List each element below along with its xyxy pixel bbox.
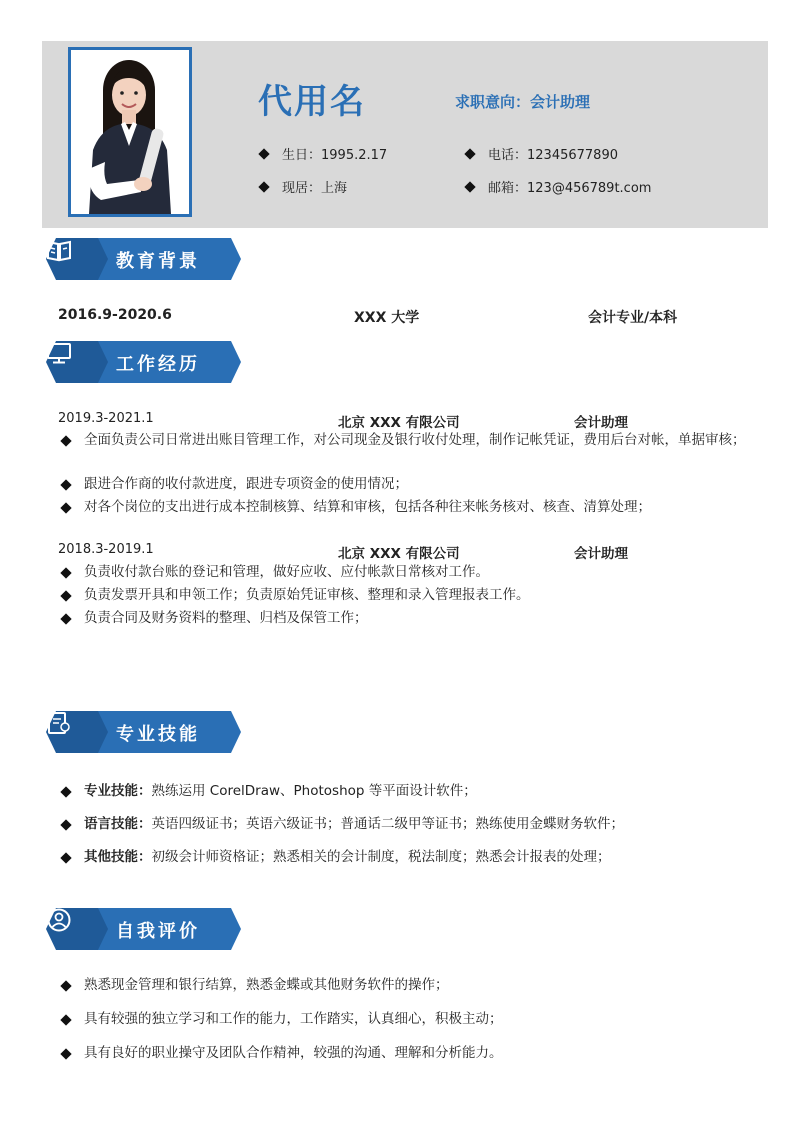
duty-text: 对各个岗位的支出进行成本控制核算、结算和审核，包括各种往来帐务核对、核查、清算处理； <box>84 499 651 515</box>
candidate-name: 代用名 <box>258 82 366 122</box>
residence-row <box>260 177 347 196</box>
list-item <box>60 1009 750 1030</box>
section-banner-education <box>46 238 241 280</box>
monitor-icon <box>46 341 72 365</box>
duty-text: 负责收付款台账的登记和管理，做好应收、应付帐款日常核对工作。 <box>84 564 489 580</box>
job-role: 会计助理 <box>574 546 628 562</box>
duty-text: 跟进合作商的收付款进度，跟进专项资金的使用情况； <box>84 476 408 492</box>
job-period: 2019.3-2021.1 <box>58 411 154 426</box>
section-title: 自我评价 <box>116 921 200 942</box>
list-item <box>60 497 750 518</box>
list-item <box>60 585 750 606</box>
list-item <box>60 430 750 451</box>
skill-label: 语言技能： <box>84 816 152 832</box>
book-icon <box>46 238 72 262</box>
profile-photo <box>68 47 192 217</box>
bullet-icon <box>464 148 475 159</box>
list-item <box>60 562 750 583</box>
skill-label: 其他技能： <box>84 849 152 865</box>
duty-text: 负责发票开具和申领工作；负责原始凭证审核、整理和录入管理报表工作。 <box>84 587 530 603</box>
section-banner-self <box>46 908 241 950</box>
list-item <box>60 781 750 802</box>
list-item <box>60 814 750 835</box>
duty-text: 全面负责公司日常进出账目管理工作，对公司现金及银行收付处理，制作记帐凭证，费用后台对帐，单据审核； <box>84 432 746 448</box>
phone-row <box>466 144 618 163</box>
skill-text: 熟练运用 CorelDraw、Photoshop 等平面设计软件； <box>151 783 477 799</box>
email-text: 邮箱：123@456789t.com <box>488 181 652 196</box>
education-major: 会计专业/本科 <box>588 310 678 326</box>
bullet-icon <box>464 181 475 192</box>
section-banner-work <box>46 341 241 383</box>
email-row <box>466 177 651 196</box>
self-eval-text: 具有较强的独立学习和工作的能力，工作踏实，认真细心，积极主动； <box>84 1011 503 1027</box>
section-title: 教育背景 <box>116 251 200 272</box>
section-title: 专业技能 <box>116 724 200 745</box>
skill-text: 英语四级证书；英语六级证书；普通话二级甲等证书；熟练使用金蝶财务软件； <box>151 816 624 832</box>
list-item <box>60 1043 750 1064</box>
job-role: 会计助理 <box>574 415 628 431</box>
duty-text: 负责合同及财务资料的整理、归档及保管工作； <box>84 610 368 626</box>
list-item <box>60 608 750 629</box>
phone-text: 电话：12345677890 <box>488 148 618 163</box>
section-title: 工作经历 <box>116 354 200 375</box>
education-school: XXX 大学 <box>354 310 420 326</box>
education-period: 2016.9-2020.6 <box>58 307 172 323</box>
residence-text: 现居：上海 <box>282 181 348 196</box>
section-banner-skills <box>46 711 241 753</box>
self-eval-text: 具有良好的职业操守及团队合作精神，较强的沟通、理解和分析能力。 <box>84 1045 503 1061</box>
bullet-icon <box>258 181 269 192</box>
job-period: 2018.3-2019.1 <box>58 542 154 557</box>
list-item <box>60 975 750 996</box>
profile-header <box>42 41 768 228</box>
bullet-icon <box>258 148 269 159</box>
certificate-icon <box>46 711 72 735</box>
skill-label: 专业技能： <box>84 783 152 799</box>
self-eval-text: 熟悉现金管理和银行结算，熟悉金蝶或其他财务软件的操作； <box>84 977 449 993</box>
skill-text: 初级会计师资格证；熟悉相关的会计制度，税法制度；熟悉会计报表的处理； <box>151 849 611 865</box>
user-icon <box>46 908 72 932</box>
list-item <box>60 474 750 495</box>
birthday-row <box>260 144 387 163</box>
job-company: 北京 XXX 有限公司 <box>338 415 460 431</box>
job-company: 北京 XXX 有限公司 <box>338 546 460 562</box>
list-item <box>60 847 750 868</box>
birthday-text: 生日：1995.2.17 <box>282 148 388 163</box>
job-intent: 求职意向：会计助理 <box>455 93 591 111</box>
